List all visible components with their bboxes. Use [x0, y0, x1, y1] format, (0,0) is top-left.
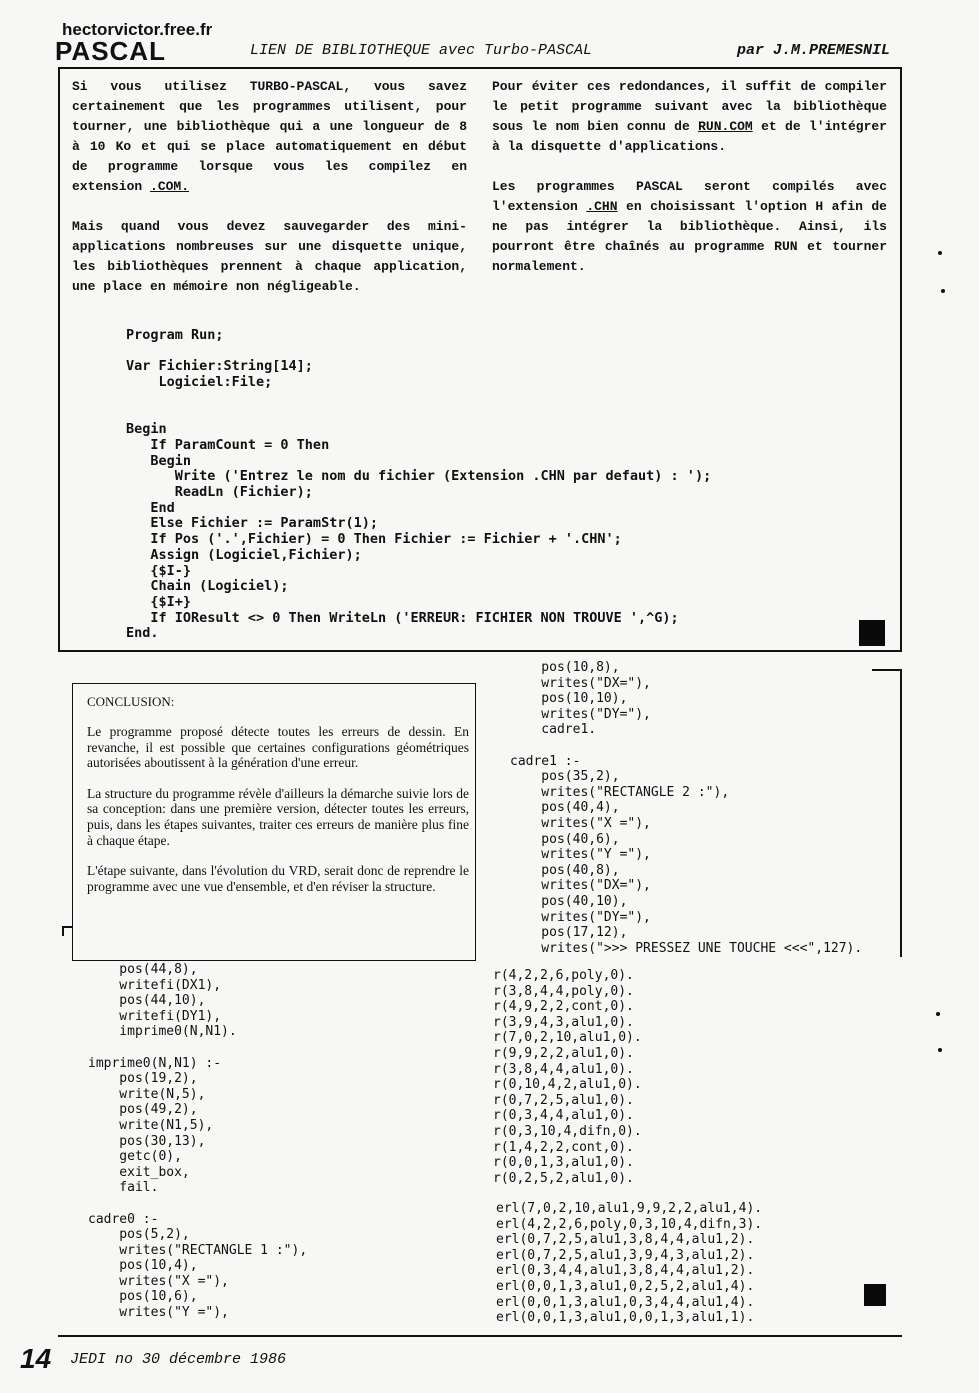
prolog-error-facts: erl(7,0,2,10,alu1,9,9,2,2,alu1,4). erl(4,2,2,6,poly,0,3,10,4,difn,3). erl(0,7,2,5,alu1,3,8,4,4,alu1,2). erl(0,7,2,5,alu1,3,9,4,3,alu1,2). erl(0,3,4,4,alu1,3,8,4,4,alu1,2). erl(0,0,1,3,alu1,0,2,5,2,alu1,4). erl(0,0,1,3,alu1,0,3,4,4,alu1,4). erl(0,0,1,3,alu1,0,0,1,3,alu1,1). — [496, 1201, 763, 1326]
redundancy-text-end: et de l'intégrer à la disquette d'applications. — [492, 119, 887, 154]
article-title: LIEN DE BIBLIOTHEQUE avec Turbo-PASCAL — [250, 42, 593, 59]
conclusion-paragraph: L'étape suivante, dans l'évolution du VRD, serait donc de reprendre le programme avec une vue d'ensemble, et d'en réviser la structure. — [87, 863, 469, 894]
pascal-code-listing: Program Run; Var Fichier:String[14]; Logiciel:File; Begin If ParamCount = 0 Then Begin Write ('Entrez le nom du fichier (Extension .CHN par defaut) : '); ReadLn (Fichier); End Else Fichier := ParamStr(1); If Pos ('.',Fichier) = 0 Then Fichier := Fichier + '.CHN'; Assign (Logiciel,Fichier); {$I-} Chain (Logiciel); {$I+} If IOResult <> 0 Then WriteLn ('ERREUR: FICHIER NON TROUVE ',^G); End. — [126, 327, 712, 642]
prolog-imprime-listing: pos(44,8), writefi(DX1), pos(44,10), writefi(DY1), imprime0(N,N1). imprime0(N,N1) :- pos(19,2), write(N,5), pos(49,2), write(N1,5), pos(30,13), getc(0), exit_box, fail. cadre0 :- pos(5,2), writes("RECTANGLE 1 :"), pos(10,4), writes("X ="), pos(10,6), writes("Y ="), — [88, 962, 308, 1321]
run-com: RUN.COM — [698, 119, 753, 134]
intro-paragraph — [72, 77, 467, 197]
page-number: 14 — [20, 1343, 52, 1374]
intro-text: Si vous utilisez TURBO-PASCAL, vous savez certainement que les programmes utilisent, pour tourner, une bibliothèque qui a une longueur de 8 à 10 Ko et qui se place automatiquement en début de programme lorsque vous les compilez en extension — [72, 79, 467, 194]
bracket-rule — [62, 926, 64, 936]
bracket-rule — [872, 669, 902, 671]
conclusion-paragraph: La structure du programme révèle d'ailleurs la démarche suivie lors de sa conception: dans une première version, détecter toutes les erreurs, puis, dans les étapes suivantes, traiter ces erreurs de manière plus fine à chaque étape. — [87, 785, 469, 848]
rubric-title: PASCAL — [55, 36, 166, 66]
site-url: hectorvictor.free.fr — [62, 20, 213, 39]
redundancy-paragraph — [492, 77, 887, 157]
compile-text: Les programmes PASCAL seront compilés avec l'extension — [492, 179, 887, 214]
footer-rule — [58, 1335, 902, 1337]
end-mark-square — [864, 1284, 886, 1306]
bracket-rule — [900, 669, 902, 957]
conclusion-title: CONCLUSION: — [87, 694, 175, 709]
bracket-rule — [62, 926, 72, 928]
second-paragraph: Mais quand vous devez sauvegarder des mini-applications nombreuses sur une disquette unique, les bibliothèques prennent à chaque application, une place en mémoire non négligeable. — [72, 219, 467, 294]
scan-dot — [938, 251, 942, 255]
scan-dot — [938, 1048, 942, 1052]
end-mark-square — [859, 620, 885, 646]
right-column — [492, 77, 887, 277]
compile-text-end: en choisissant l'option H afin de ne pas intégrer la bibliothèque. Ainsi, ils pourront être chaînés au programme RUN et tourner normalement. — [492, 199, 887, 274]
scan-dot — [941, 289, 945, 293]
redundancy-text: Pour éviter ces redondances, il suffit de compiler le petit programme suivant avec la bibliothèque sous le nom bien connu de — [492, 79, 887, 134]
issue-info: JEDI no 30 décembre 1986 — [70, 1351, 287, 1368]
left-column — [72, 77, 467, 297]
com-extension: .COM. — [150, 179, 190, 194]
prolog-cadre1-listing: pos(10,8), writes("DX="), pos(10,10), writes("DY="), cadre1. cadre1 :- pos(35,2), writes("RECTANGLE 2 :"), pos(40,4), writes("X ="), pos(40,6), writes("Y ="), pos(40,8), writes("DX="), pos(40,10), writes("DY="), pos(17,12), writes(">>> PRESSEZ UNE TOUCHE <<<",127). — [510, 660, 863, 956]
scan-dot — [936, 1012, 940, 1016]
chn-extension: .CHN — [586, 199, 618, 214]
compile-paragraph — [492, 177, 887, 277]
conclusion-paragraph: Le programme proposé détecte toutes les erreurs de dessin. En revanche, il est possible que certaines configurations géométriques autorisées aboutissent à la génération d'une erreur. — [87, 724, 469, 771]
article-author: par J.M.PREMESNIL — [737, 42, 891, 59]
prolog-rectangle-facts: r(4,2,2,6,poly,0). r(3,8,4,4,poly,0). r(4,9,2,2,cont,0). r(3,9,4,3,alu1,0). r(7,0,2,10,alu1,0). r(9,9,2,2,alu1,0). r(3,8,4,4,alu1,0). r(0,10,4,2,alu1,0). r(0,7,2,5,alu1,0). r(0,3,4,4,alu1,0). r(0,3,10,4,difn,0). r(1,4,2,2,cont,0). r(0,0,1,3,alu1,0). r(0,2,5,2,alu1,0). — [493, 968, 642, 1186]
conclusion-box — [72, 683, 476, 961]
